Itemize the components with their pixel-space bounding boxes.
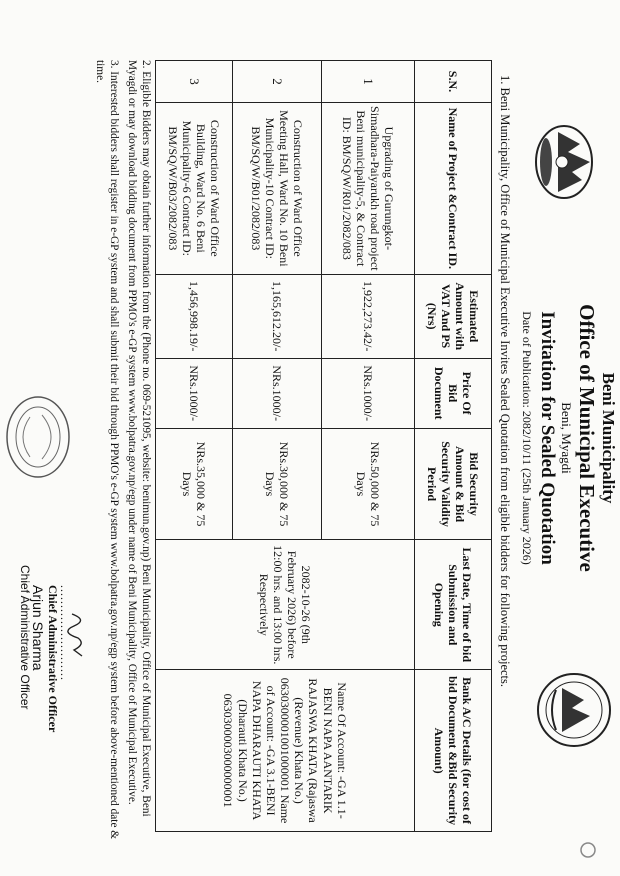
row-security: NRs.30,000 & 75 Days bbox=[233, 428, 322, 540]
signature-line: ........................ bbox=[58, 585, 72, 681]
row-sn: 3 bbox=[156, 61, 233, 103]
col-project: Name of Project &Contract ID. bbox=[415, 102, 492, 274]
deadline-cell: 2082-10-26 (9th February 2026) before 12:00 hrs. and 13:00 hrs. Respectively bbox=[156, 540, 415, 670]
office-name: Office of Municipal Executive bbox=[575, 304, 599, 572]
col-price: Price Of Bid Document bbox=[415, 358, 492, 428]
row-amount: 1,456,998.19/- bbox=[156, 274, 233, 358]
row-sn: 2 bbox=[233, 61, 322, 103]
signatory-role: Chief Administrative Officer bbox=[46, 585, 60, 733]
bid-table bbox=[155, 60, 492, 832]
col-sn: S.N. bbox=[415, 61, 492, 103]
table-header-row bbox=[415, 61, 492, 832]
row-amount: 1,165,612.20/- bbox=[233, 274, 322, 358]
table-row bbox=[322, 61, 415, 832]
row-price: NRs.1000/- bbox=[233, 358, 322, 428]
office-seal-stamp bbox=[4, 395, 72, 479]
col-security: Bid Security Amount & Bid Security Validity Period bbox=[415, 428, 492, 540]
row-amount: 1,922,273.42/- bbox=[322, 274, 415, 358]
row-project: Construction of Ward Office Meeting Hall, Ward No. 10 Beni Municipality-10 Contract ID: BM/SQ/W/B01/2082/083 bbox=[233, 102, 322, 274]
location: Beni, Myagdi bbox=[559, 402, 574, 474]
intro-text: 1. Beni Municipality, Office of Municipal Executive Invites Sealed Quotation from eligible bidders for following projects. bbox=[498, 75, 512, 688]
bank-details-cell: Name Of Account: -GA 1.1-BENI NAPA AANTARIK RAJASWA KHATA (Rajaswa (Revenue) Khata No.) 0630300001001000001 Name of Account: -GA 3.1-BENI NAPA DHARAUTI KHATA (Dharauti Khata No.) 0630300003000000001 bbox=[156, 670, 415, 832]
note-3: 3. Interested bidders shall register in e-GP system and shall submit their bid through PPMO's e-GP system www.bolpatra.gov.np/egp system before above-mentioned date & time. bbox=[94, 60, 120, 840]
note-2: 2. Eligible Bidders may obtain further information from the (Phone no. 069-521095, website: benimun.gov.np) Beni Municipality, Office of Municipal Executive, Beni Myagdi or may download bidding document from PPMO's e-GP system www.bolpatra.gov.np/egp under name of Beni Municipality, Office of Municipal Executive. bbox=[126, 60, 152, 817]
notice-title: Invitation for Sealed Quotation bbox=[537, 311, 558, 565]
row-price: NRs.1000/- bbox=[156, 358, 233, 428]
row-security: NRs.50,000 & 75 Days bbox=[322, 428, 415, 540]
row-project: Upgrading of Gurungkot-Simadhara-Paiyarukh road project Beni municipality-5, & Contract ID: BM/SQ/W/R01/2082/083 bbox=[322, 102, 415, 274]
org-name: Beni Municipality bbox=[599, 372, 618, 504]
col-amount: Estimated Amount with VAT And PS (Nrs) bbox=[415, 274, 492, 358]
row-project: Construction of Ward Office Building, Ward No. 6 Beni Municipality-6 Contract ID: BM/SQ/W/B03/2082/083 bbox=[156, 102, 233, 274]
row-sn: 1 bbox=[322, 61, 415, 103]
signatory-name: Arjun Sharma bbox=[30, 585, 46, 671]
col-deadline: Last Date, Time of bid Submission and Opening bbox=[415, 540, 492, 670]
signatory-title: Chief Administrative Officer bbox=[18, 565, 32, 710]
col-bank: Bank A/C Details (for cost of bid Document &Bid Security Amount) bbox=[415, 670, 492, 832]
row-price: NRs.1000/- bbox=[322, 358, 415, 428]
row-security: NRs.35,000 & 75 Days bbox=[156, 428, 233, 540]
publication-date: Date of Publication: 2082/10/11 (25th January 2026) bbox=[520, 311, 534, 565]
